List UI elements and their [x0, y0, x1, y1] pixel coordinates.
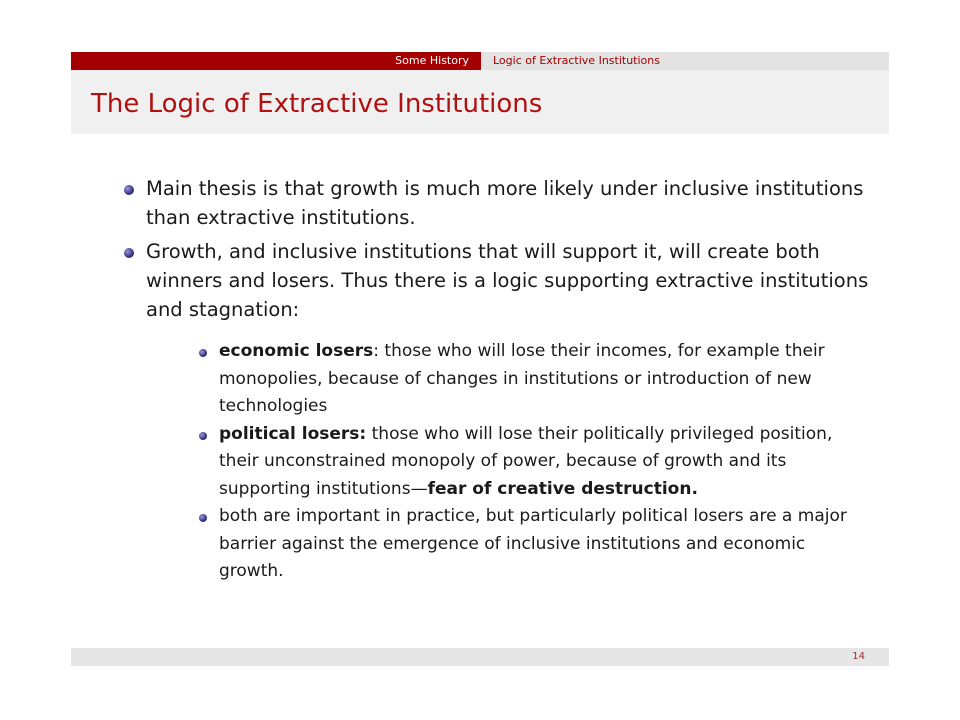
bullet-list — [121, 174, 871, 586]
bullet-item-thesis — [121, 174, 871, 232]
sub-bullet-list — [146, 338, 871, 586]
sub-bullet-text: : those who will lose their incomes, for example their monopolies, because of changes in institutions or introduction of new technologies — [219, 341, 825, 416]
sub-bullet-icon — [199, 514, 207, 522]
slide — [71, 52, 889, 668]
nav-section[interactable]: Some History — [71, 52, 481, 70]
bullet-text: Main thesis is that growth is much more likely under inclusive institutions than extractive institutions. — [146, 177, 864, 229]
bullet-item-growth — [121, 237, 871, 586]
footer-bar — [71, 648, 889, 666]
sub-bullet-icon — [199, 349, 207, 357]
sub-bullet-term: economic losers — [219, 341, 374, 361]
nav-subsection[interactable]: Logic of Extractive Institutions — [481, 52, 889, 70]
bullet-icon — [124, 248, 134, 258]
sub-bullet-political-losers — [196, 421, 871, 504]
sub-bullet-term: political losers: — [219, 423, 367, 444]
sub-bullet-emphasis: fear of creative destruction. — [427, 478, 698, 499]
navigation-bar — [71, 52, 889, 70]
slide-title: The Logic of Extractive Institutions — [91, 89, 543, 119]
sub-bullet-icon — [199, 432, 207, 440]
sub-bullet-text: both are important in practice, but particularly political losers are a major barrier against the emergence of inclusive institutions and economic growth. — [219, 506, 847, 581]
bullet-text: Growth, and inclusive institutions that will support it, will create both winners and losers. Thus there is a logic supporting extractive institutions and stagnation: — [146, 240, 869, 321]
slide-content — [121, 174, 871, 591]
page-number: 14 — [852, 651, 865, 662]
bullet-icon — [124, 185, 134, 195]
sub-bullet-both-important — [196, 503, 871, 586]
title-bar — [71, 70, 889, 134]
sub-bullet-text: those who will lose their politically privileged position, their unconstrained monopoly of power, because of growth and its supporting institutions— — [219, 423, 833, 499]
sub-bullet-economic-losers — [196, 338, 871, 421]
